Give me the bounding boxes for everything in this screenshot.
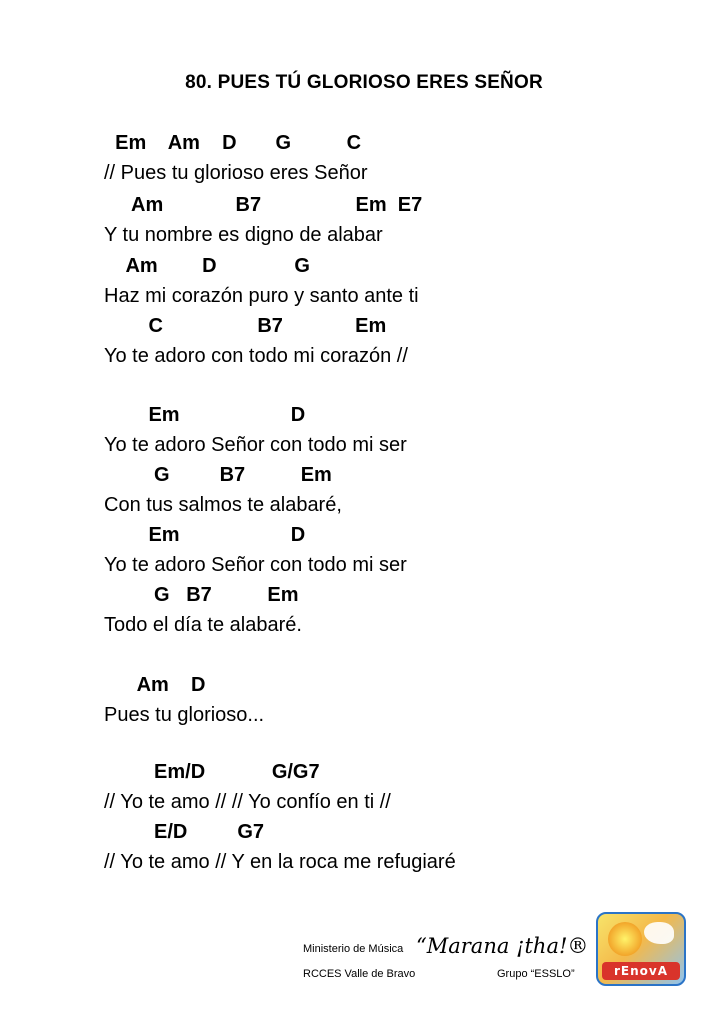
lyric-line: Yo te adoro Señor con todo mi ser (104, 434, 407, 456)
lyric-line: Yo te adoro con todo mi corazón // (104, 345, 408, 367)
footer-group-right: Grupo “ESSLO” (497, 968, 575, 980)
logo-text: rEnovA (602, 962, 680, 980)
chord-line: G B7 Em (104, 584, 299, 606)
lyric-line: Pues tu glorioso... (104, 704, 265, 726)
footer-brand: “Marana ¡tha!® (416, 934, 589, 958)
chord-line: Am D G (104, 255, 310, 277)
chord-line: Em Am D G C (104, 132, 362, 154)
chord-line: Em D (104, 524, 306, 546)
chord-line: E/D G7 (104, 821, 265, 843)
renova-logo (596, 912, 686, 986)
footer-ministry: Ministerio de Música (303, 943, 404, 955)
lyric-line: Yo te adoro Señor con todo mi ser (104, 554, 407, 576)
lyric-line: Con tus salmos te alabaré, (104, 494, 342, 516)
chord-line: G B7 Em (104, 464, 332, 486)
lyric-line: // Yo te amo // Y en la roca me refugiaré (104, 851, 456, 873)
footer-group-left: RCCES Valle de Bravo (303, 968, 416, 980)
chord-line: Em/D G/G7 (104, 761, 320, 783)
lyric-line: Todo el día te alabaré. (104, 614, 302, 636)
chord-line: Am D (104, 674, 206, 696)
sun-icon (608, 922, 642, 956)
chord-line: Em D (104, 404, 306, 426)
song-title: 80. PUES TÚ GLORIOSO ERES SEÑOR (185, 72, 543, 93)
chord-line: C B7 Em (104, 315, 387, 337)
lyric-line: Haz mi corazón puro y santo ante ti (104, 285, 419, 307)
chord-line: Am B7 Em E7 (104, 194, 423, 216)
lyric-line: // Yo te amo // // Yo confío en ti // (104, 791, 391, 813)
dove-icon (644, 922, 674, 944)
lyric-line: // Pues tu glorioso eres Señor (104, 162, 368, 184)
lyric-line: Y tu nombre es digno de alabar (104, 224, 383, 246)
